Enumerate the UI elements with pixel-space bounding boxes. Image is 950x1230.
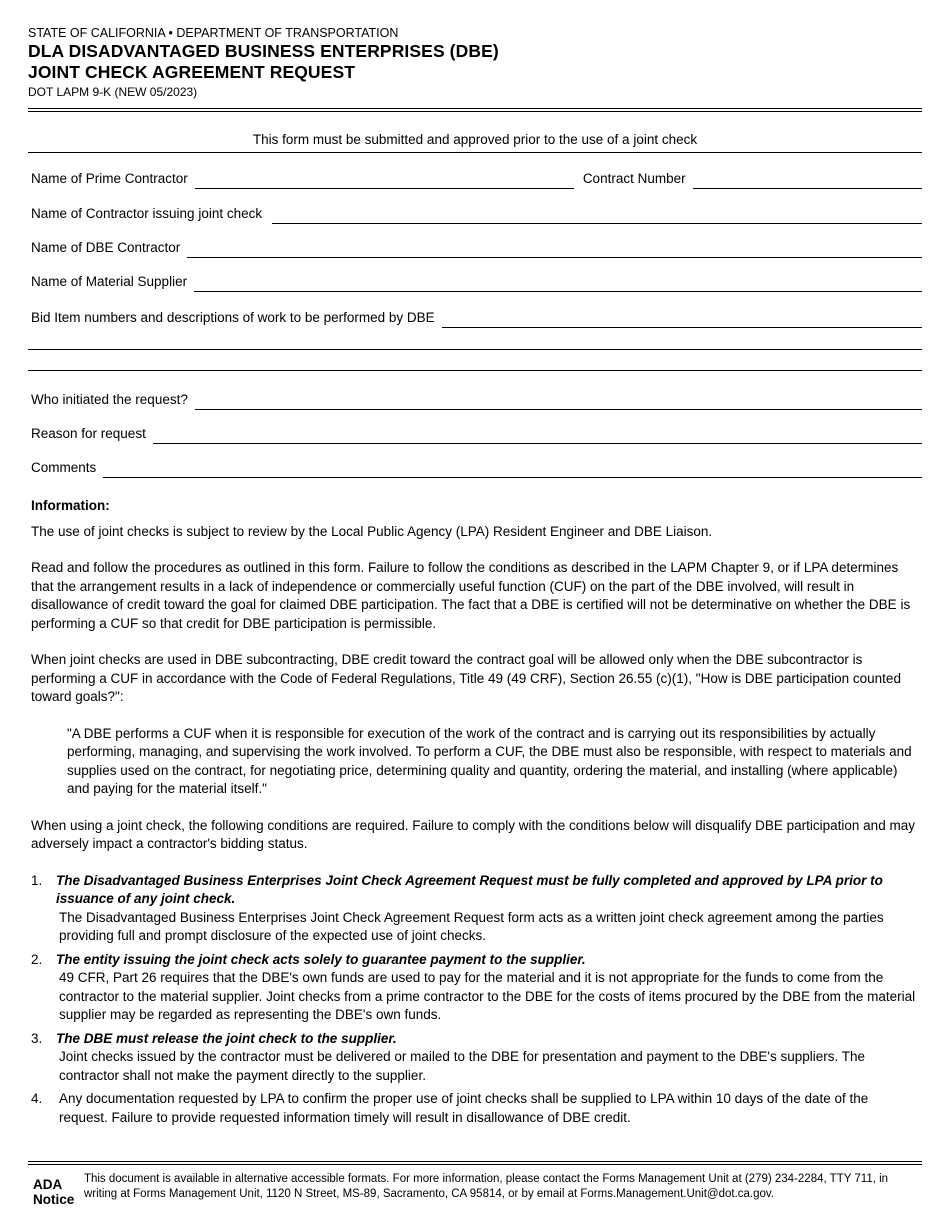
submission-notice: This form must be submitted and approved prior to the use of a joint check [252, 132, 698, 147]
bid-items-continuation-line-1[interactable] [28, 349, 922, 350]
initiator-row [31, 392, 922, 410]
reason-label: Reason for request [31, 426, 146, 441]
list-item [31, 1030, 919, 1086]
condition-heading: The Disadvantaged Business Enterprises Joint Check Agreement Request must be fully completed and approved by LPA prior to issuance of any joint check. [56, 872, 883, 906]
issuing-contractor-field[interactable] [272, 208, 922, 224]
condition-text: Any documentation requested by LPA to confirm the proper use of joint checks shall be supplied to LPA within 10 days of the date of the request. Failure to provide requested information timely will result in disallowance of DBE credit. [59, 1091, 869, 1125]
cfr-quote: "A DBE performs a CUF when it is responsible for execution of the work of the contract and is carrying out its responsibilities by actually performing, managing, and supervising the work involved. To perform a CUF, the DBE must also be responsible, with respect to materials and supplies used on the contract, for negotiating price, determining quality and quantity, ordering the material, and installing (where applicable) and paying for the material itself." [67, 725, 912, 796]
footer-divider-bottom [28, 1164, 922, 1165]
initiator-label: Who initiated the request? [31, 392, 188, 407]
condition-heading: The DBE must release the joint check to the supplier. [56, 1030, 397, 1046]
list-item [31, 1090, 919, 1127]
condition-detail: 49 CFR, Part 26 requires that the DBE's own funds are used to pay for the material and it is not appropriate for the funds to come from the contractor to the material supplier. Joint checks from a prime contractor to the DBE for the costs of items procured by the DBE from the material supplier may be regarded as representing the DBE's own funds. [59, 970, 916, 1022]
condition-number: 4. [31, 1091, 43, 1106]
initiator-field[interactable] [195, 394, 922, 410]
form-title-line1: DLA DISADVANTAGED BUSINESS ENTERPRISES (DBE) [28, 41, 499, 61]
information-heading: Information: [31, 498, 110, 513]
list-item [31, 951, 919, 1025]
list-item [31, 872, 919, 946]
condition-heading: The entity issuing the joint check acts solely to guarantee payment to the supplier. [56, 951, 586, 967]
material-supplier-label: Name of Material Supplier [31, 274, 188, 289]
reason-row [31, 426, 922, 444]
ada-notice-text: This document is available in alternative accessible formats. For more information, please contact the Forms Management Unit at (279) 234-2284, TTY 711, in writing at Forms Management Unit, 1120 N Street, MS-89, Sacramento, CA 95814, or by email at Forms.Management.Unit@dot.ca.gov. [83, 1173, 889, 1200]
info-paragraph-1: The use of joint checks is subject to review by the Local Public Agency (LPA) Resident Engineer and DBE Liaison. [31, 523, 713, 539]
footer-divider-top [28, 1161, 922, 1162]
ada-notice [28, 1170, 922, 1207]
bid-items-label: Bid Item numbers and descriptions of work to be performed by DBE [31, 310, 435, 325]
condition-number: 1. [31, 872, 43, 888]
bid-items-row [31, 310, 922, 328]
info-paragraph-3: When joint checks are used in DBE subcontracting, DBE credit toward the contract goal will be allowed only when the DBE subcontractor is performing a CUF in accordance with the Code of Federal Regulations, Title 49 (49 CRF), Section 26.55 (c)(1), "How is DBE participation counted toward goals?": [31, 652, 901, 704]
contract-number-field[interactable] [693, 173, 922, 189]
dbe-contractor-row [31, 240, 922, 258]
comments-field[interactable] [103, 462, 922, 478]
information-section [31, 497, 919, 1132]
comments-label: Comments [31, 460, 97, 475]
condition-detail: Joint checks issued by the contractor must be delivered or mailed to the DBE for presentation and payment to the DBE's suppliers. The contractor shall not make the payment directly to the supplier. [59, 1049, 865, 1083]
conditions-list [31, 872, 919, 1128]
ada-notice-label: ADA Notice [33, 1177, 75, 1207]
comments-row [31, 460, 922, 478]
issuing-contractor-row [31, 206, 922, 224]
notice-divider [28, 152, 922, 153]
form-number: DOT LAPM 9-K (NEW 05/2023) [28, 85, 198, 99]
agency-name: STATE OF CALIFORNIA • DEPARTMENT OF TRANSPORTATION [28, 26, 399, 40]
header-divider-bottom [28, 111, 922, 112]
prime-contractor-field[interactable] [195, 173, 574, 189]
condition-number: 2. [31, 951, 43, 967]
issuing-contractor-label: Name of Contractor issuing joint check [31, 206, 263, 221]
form-header [28, 26, 499, 100]
dbe-contractor-label: Name of DBE Contractor [31, 240, 181, 255]
form-title-line2: JOINT CHECK AGREEMENT REQUEST [28, 62, 356, 82]
material-supplier-row [31, 274, 922, 292]
info-paragraph-4: When using a joint check, the following conditions are required. Failure to comply with the conditions below will disqualify DBE participation and may adversely impact a contractor's bidding status. [31, 817, 915, 851]
dbe-contractor-field[interactable] [187, 242, 922, 258]
info-paragraph-2: Read and follow the procedures as outlined in this form. Failure to follow the conditions as described in the LAPM Chapter 9, or if LPA determines that the arrangement results in a lack of independence or commercially useful function (CUF) on the part of the DBE involved, will result in disallowance of credit toward the goal for claimed DBE participation. The fact that a DBE is certified will not be determinative on whether the DBE is performing a CUF so that credit for DBE participation is permissible. [31, 560, 911, 631]
condition-number: 3. [31, 1030, 43, 1046]
bid-items-field[interactable] [442, 312, 922, 328]
prime-contractor-label: Name of Prime Contractor [31, 171, 188, 186]
contract-number-label: Contract Number [582, 171, 686, 186]
condition-detail: The Disadvantaged Business Enterprises Joint Check Agreement Request form acts as a written joint check agreement among the parties providing full and prompt disclosure of the expected use of joint checks. [59, 909, 884, 943]
prime-contractor-row [31, 171, 922, 189]
material-supplier-field[interactable] [194, 276, 922, 292]
bid-items-continuation-line-2[interactable] [28, 370, 922, 371]
header-divider-top [28, 108, 922, 109]
reason-field[interactable] [153, 428, 922, 444]
